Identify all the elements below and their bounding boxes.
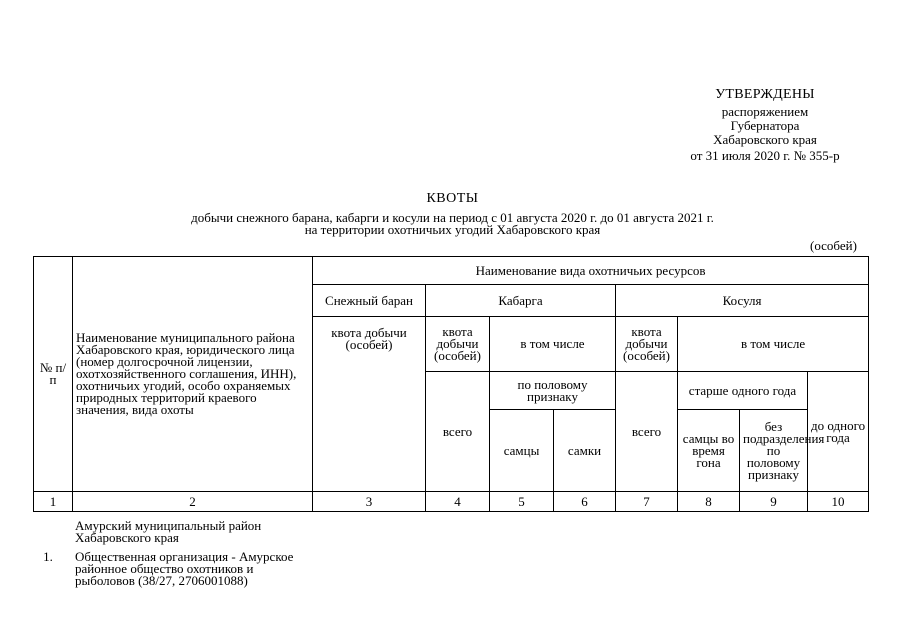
col-header-no-sex: без подразделения по половому признаку xyxy=(740,410,808,492)
col-header-musk: Кабарга xyxy=(426,285,616,317)
col-number: 1 xyxy=(34,492,73,512)
quota-table xyxy=(33,256,869,512)
document-subtitle xyxy=(0,212,905,236)
subtitle-line: добычи снежного барана, кабарги и косули на период с 01 августа 2020 г. до 01 августа 2021 г. xyxy=(191,210,714,225)
col-number: 10 xyxy=(808,492,869,512)
approval-block xyxy=(640,88,890,163)
approval-line: Хабаровского края xyxy=(713,132,817,147)
col-header-quota-musk: квота добычи (особей) xyxy=(426,317,490,372)
col-header-name: Наименование муниципального района Хабаровского края, юридического лица (номер долгосрочной лицензии, охотхозяйственного соглашения, ИНН), охотничьих угодий, особо охраняемых природных территорий краевого значения, вида охоты xyxy=(73,257,313,492)
col-number: 3 xyxy=(313,492,426,512)
col-number: 5 xyxy=(490,492,554,512)
col-header-num: № п/п xyxy=(34,257,73,492)
col-number: 6 xyxy=(554,492,616,512)
col-header-quota-sheep: квота добычи (особей) xyxy=(313,317,426,492)
units-label: (особей) xyxy=(810,238,857,253)
col-header-total-musk: всего xyxy=(426,372,490,492)
col-header-under-one: до одного года xyxy=(808,372,869,492)
approval-line: Губернатора xyxy=(730,118,800,133)
col-header-resources: Наименование вида охотничьих ресурсов xyxy=(313,257,869,285)
subtitle-line: на территории охотничьих угодий Хабаровского края xyxy=(304,222,601,237)
col-header-older: старше одного года xyxy=(678,372,808,410)
col-header-roe: Косуля xyxy=(616,285,869,317)
row-number: 1. xyxy=(43,549,53,564)
col-header-incl-roe: в том числе xyxy=(678,317,869,372)
district-name: Амурский муниципальный район Хабаровского края xyxy=(75,518,262,545)
col-header-sheep: Снежный баран xyxy=(313,285,426,317)
row-organization: Общественная организация - Амурское районное общество охотников и рыболовов (38/27, 2706001088) xyxy=(75,549,294,588)
col-header-quota-roe: квота добычи (особей) xyxy=(616,317,678,372)
col-number: 8 xyxy=(678,492,740,512)
col-header-total-roe: всего xyxy=(616,372,678,492)
col-header-males-rut: самцы во время гона xyxy=(678,410,740,492)
col-header-by-sex: по половому признаку xyxy=(490,372,616,410)
document-title: КВОТЫ xyxy=(426,191,479,206)
col-number: 9 xyxy=(740,492,808,512)
approval-line: распоряжением xyxy=(721,104,809,119)
col-number: 7 xyxy=(616,492,678,512)
col-number: 4 xyxy=(426,492,490,512)
approval-date: от 31 июля 2020 г. № 355-р xyxy=(690,148,840,163)
col-header-females: самки xyxy=(554,410,616,492)
col-header-incl-musk: в том числе xyxy=(490,317,616,372)
col-number: 2 xyxy=(73,492,313,512)
col-header-males: самцы xyxy=(490,410,554,492)
approval-title: УТВЕРЖДЕНЫ xyxy=(715,87,815,102)
